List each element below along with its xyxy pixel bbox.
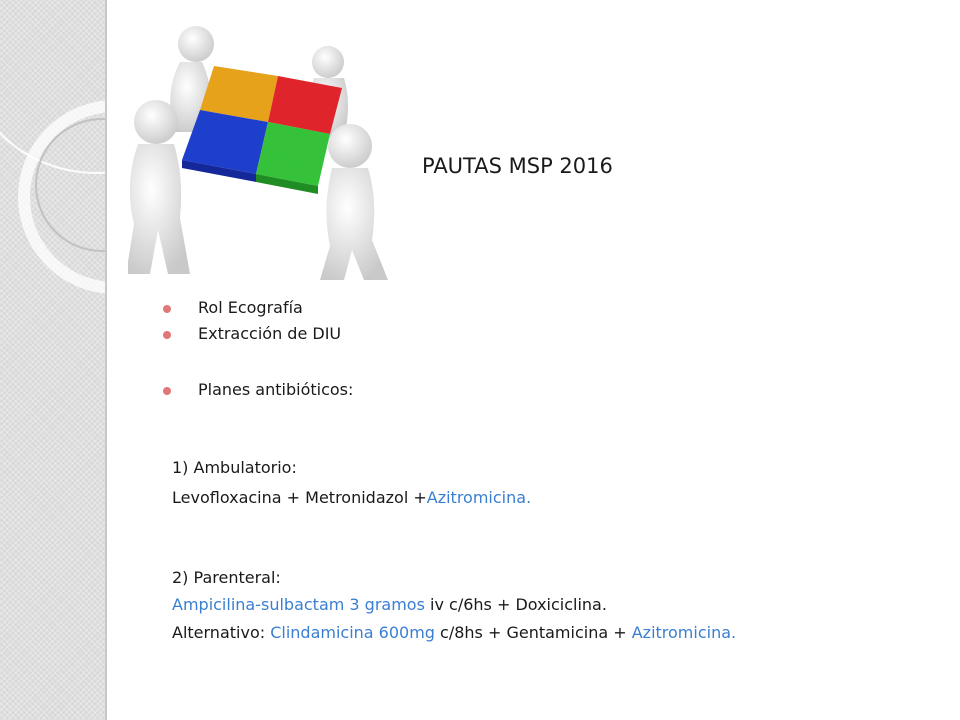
puzzle-team-icon bbox=[128, 14, 418, 284]
regimen-text: Levofloxacina + Metronidazol + bbox=[172, 488, 427, 507]
list-item bbox=[172, 380, 353, 399]
bullet-label: Extracción de DIU bbox=[198, 324, 342, 343]
alternative-regimen bbox=[172, 623, 736, 642]
ambulatorio-heading: 1) Ambulatorio: bbox=[172, 458, 297, 477]
parenteral-heading: 2) Parenteral: bbox=[172, 568, 281, 587]
bullet-dot-icon bbox=[163, 331, 171, 339]
regimen-text: c/8hs + Gentamicina + bbox=[434, 623, 632, 642]
bullet-dot-icon bbox=[163, 387, 171, 395]
highlight-drug: Clindamicina 600mg bbox=[270, 623, 435, 642]
bullet-label: Rol Ecografía bbox=[198, 298, 303, 317]
page-title: PAUTAS MSP 2016 bbox=[422, 154, 613, 178]
list-item bbox=[172, 298, 303, 317]
highlight-drug: Ampicilina-sulbactam 3 gramos bbox=[172, 595, 425, 614]
highlight-drug: Azitromicina. bbox=[426, 488, 532, 507]
parenteral-regimen bbox=[172, 595, 607, 614]
list-item bbox=[172, 324, 341, 343]
regimen-text: iv c/6hs + Doxiciclina. bbox=[424, 595, 607, 614]
bullet-label: Planes antibióticos: bbox=[198, 380, 354, 399]
strip-divider bbox=[105, 0, 107, 720]
decorative-side-strip bbox=[0, 0, 105, 720]
ambulatorio-regimen bbox=[172, 488, 531, 507]
highlight-drug: Azitromicina. bbox=[631, 623, 737, 642]
bullet-dot-icon bbox=[163, 305, 171, 313]
regimen-label: Alternativo: bbox=[172, 623, 271, 642]
